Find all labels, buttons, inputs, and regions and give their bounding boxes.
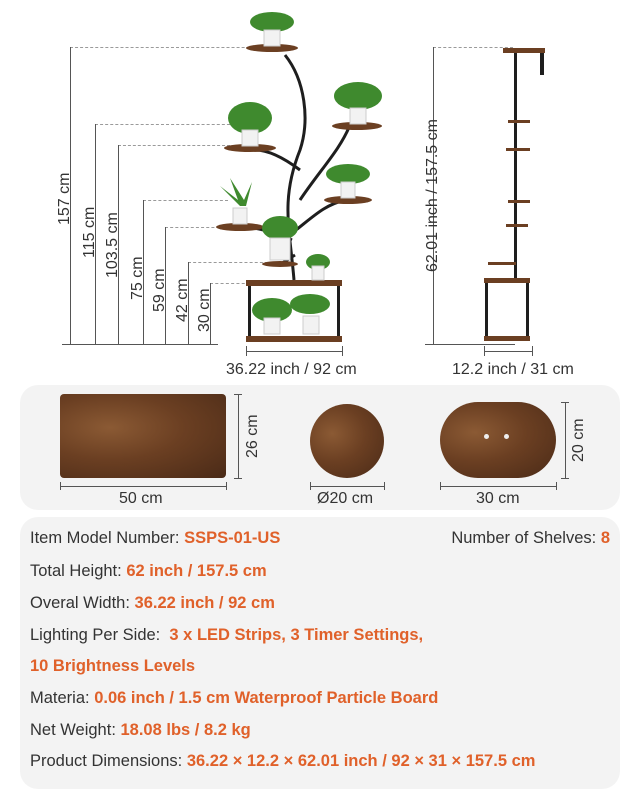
height-label-42: 42 cm — [174, 278, 191, 322]
rect-width-label: 50 cm — [119, 490, 163, 507]
oval-tick-right — [556, 482, 557, 490]
rect-width-tick-left — [60, 482, 61, 490]
spec-material-label: Materia: — [30, 689, 95, 707]
oval-hole-right — [504, 434, 509, 439]
spec-shelves-label: Number of Shelves: — [451, 529, 601, 547]
side-width-label: 12.2 inch / 31 cm — [452, 361, 574, 378]
plant-stand-front-illustration — [200, 0, 400, 345]
rect-width-tick-right — [226, 482, 227, 490]
spec-lighting-value-2: 10 Brightness Levels — [30, 657, 196, 675]
spec-lighting — [30, 626, 423, 645]
spec-lighting-value-1: 3 x LED Strips, 3 Timer Settings, — [169, 626, 424, 644]
spec-height — [30, 562, 267, 581]
rect-width-line — [60, 486, 226, 487]
round-tick-right — [384, 482, 385, 490]
rect-height-tick-bottom — [234, 478, 242, 479]
spec-weight-label: Net Weight: — [30, 721, 121, 739]
height-label-30: 30 cm — [196, 288, 213, 332]
height-label-75: 75 cm — [129, 256, 146, 300]
oval-width-line — [440, 486, 556, 487]
front-view-diagram — [0, 0, 640, 385]
spec-weight — [30, 721, 251, 740]
round-tick-left — [310, 482, 311, 490]
spec-width-value: 36.22 inch / 92 cm — [134, 594, 275, 612]
front-width-label: 36.22 inch / 92 cm — [226, 361, 357, 378]
height-label-59: 59 cm — [151, 268, 168, 312]
total-height-label: 62.01 inch / 157.5 cm — [424, 119, 441, 272]
round-diameter-label: Ø20 cm — [317, 490, 374, 507]
spec-shelves — [451, 529, 610, 548]
spec-dimensions-value: 36.22 × 12.2 × 62.01 inch / 92 × 31 × 157.5 cm — [186, 752, 536, 770]
oval-width-label: 30 cm — [476, 490, 520, 507]
height-label-157: 157 cm — [56, 172, 73, 225]
specs-panel — [20, 517, 620, 789]
oval-hole-left — [484, 434, 489, 439]
oval-height-tick-top — [561, 402, 569, 403]
rect-height-line — [238, 394, 239, 478]
spec-shelves-value: 8 — [600, 529, 610, 547]
rect-board — [60, 394, 226, 478]
spec-material-value: 0.06 inch / 1.5 cm Waterproof Particle Board — [94, 689, 439, 707]
spec-weight-value: 18.08 lbs / 8.2 kg — [120, 721, 251, 739]
spec-lighting-cont — [30, 657, 195, 676]
spec-height-label: Total Height: — [30, 562, 127, 580]
spec-height-value: 62 inch / 157.5 cm — [126, 562, 267, 580]
rect-height-tick-top — [234, 394, 242, 395]
rect-height-label: 26 cm — [244, 414, 261, 458]
side-width-line — [484, 351, 532, 352]
spec-model — [30, 529, 280, 548]
spec-width-label: Overal Width: — [30, 594, 135, 612]
spec-model-value: SSPS-01-US — [184, 529, 281, 547]
spec-model-label: Item Model Number: — [30, 529, 185, 547]
height-label-115: 115 cm — [81, 206, 98, 258]
oval-height-label: 20 cm — [570, 418, 587, 462]
height-label-103: 103.5 cm — [104, 212, 121, 278]
spec-dimensions-label: Product Dimensions: — [30, 752, 187, 770]
side-width-tick-right — [532, 346, 533, 356]
baseline — [62, 344, 218, 345]
round-diameter-line — [310, 486, 384, 487]
plant-stand-side-illustration — [478, 40, 558, 345]
round-board — [310, 404, 384, 478]
front-width-line — [246, 351, 342, 352]
oval-height-line — [565, 402, 566, 478]
oval-board — [440, 402, 556, 478]
spec-lighting-label: Lighting Per Side: — [30, 626, 170, 644]
oval-tick-left — [440, 482, 441, 490]
spec-dimensions — [30, 752, 535, 771]
spec-material — [30, 689, 438, 708]
oval-height-tick-bottom — [561, 478, 569, 479]
front-width-tick-right — [342, 346, 343, 356]
spec-width — [30, 594, 275, 613]
